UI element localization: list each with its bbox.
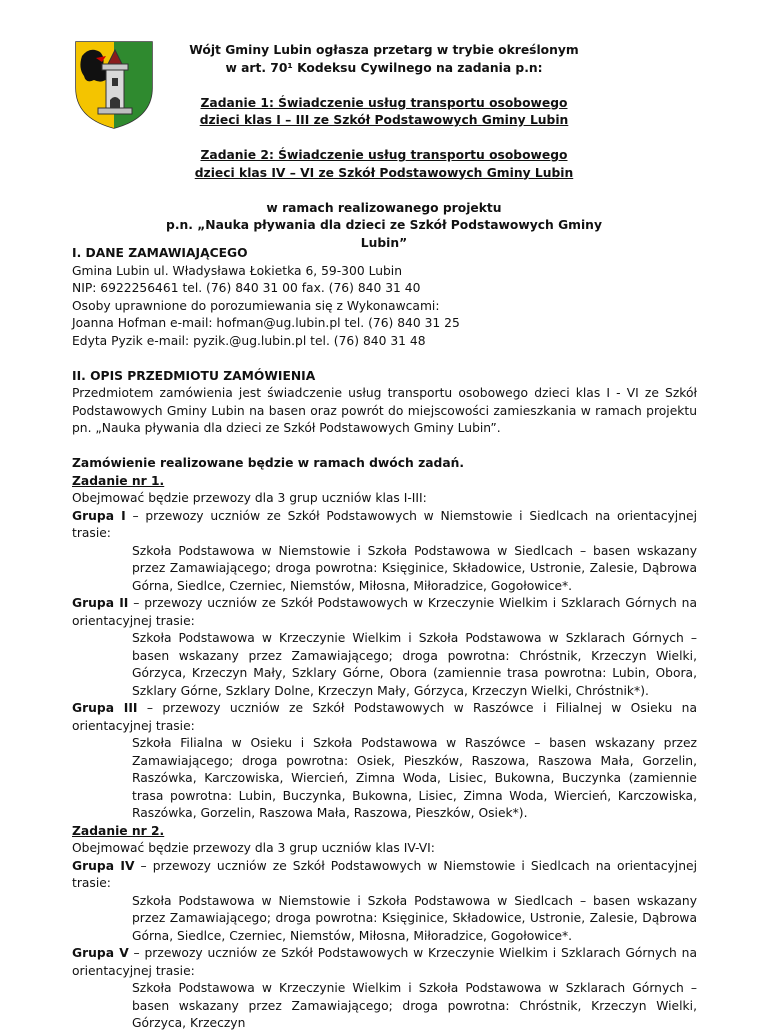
task2-title: dzieci klas IV – VI ze Szkół Podstawowych Gminy Lubin [194,165,574,180]
group-line [72,508,697,543]
task2-intro: Obejmować będzie przewozy dla 3 grup uczniów klas IV-VI: [72,841,435,855]
group-route: Szkoła Filialna w Osieku i Szkoła Podstawowa w Raszówce – basen wskazany przez Zamawiającego; droga powrotna: Osiek, Pieszków, Raszowa, Raszowa Mała, Gorzelin, Raszówka, Karczowiska, Wiercień, Zimna Woda, Lisiec, Bukowna, Buczynka (zamiennie trasa powrotna: Lubin, Buczynka, Bukowna, Lisiec, Zimna Woda, Wiercień, Karczowiska, Raszówka, Gorzelin, Raszowa Mała, Raszowa, Pieszków, Osiek*). [132,736,697,820]
section-heading: I. DANE ZAMAWIAJĄCEGO [72,246,248,260]
project-line: p.n. „Nauka pływania dla dzieci ze Szkół Podstawowych Gminy Lubin” [166,218,602,250]
group-desc: – przewozy uczniów ze Szkół Podstawowych w Niemstowie i Siedlcach na orientacyjnej trasie: [72,508,697,540]
task1-title: dzieci klas I – III ze Szkół Podstawowych Gminy Lubin [199,113,569,127]
group-desc: – przewozy uczniów ze Szkół Podstawowych w Krzeczynie Wielkim i Szklarach Górnych na orientacyjnej trasie: [72,596,697,628]
group-name: Grupa III [72,701,138,715]
group-route: Szkoła Podstawowa w Krzeczynie Wielkim i Szkoła Podstawowa w Szklarach Górnych – basen wskazany przez Zamawiającego; droga powrotna: Chróstnik, Krzeczyn Wielki, Górzyca, Krzeczyn Mały, Szklary Górne, Obora (zamiennie trasa powrotna: Lubin, Obora, Szklary Górne, Szklary Dolne, Krzeczyn Mały, Górzyca, Krzeczyn Wielki, Chróstnik*). [132,631,697,698]
coat-of-arms-logo [72,38,156,130]
contact-line: Osoby uprawnione do porozumiewania się z Wykonawcami: [72,298,440,313]
group-name: Grupa I [72,508,126,523]
task1-intro: Obejmować będzie przewozy dla 3 grup uczniów klas I-III: [72,491,427,505]
group-route: Szkoła Podstawowa w Niemstowie i Szkoła Podstawowa w Siedlcach – basen wskazany przez Zamawiającego; droga powrotna: Księginice, Składowice, Ustronie, Zalesie, Dąbrowa Górna, Siedlce, Czerniec, Niemstów, Miłosna, Miłoradzice, Gogołowice*. [132,543,697,593]
group-line [72,700,697,735]
group-name: Grupa II [72,596,129,610]
document-body [72,245,697,1033]
project-line: w ramach realizowanego projektu [266,200,502,215]
order-description: Przedmiotem zamówienia jest świadczenie usług transportu osobowego dzieci klas I - VI ze Szkół Podstawowych Gminy Lubin na basen oraz powrót do miejscowości zamieszkania w ramach projektu pn. „Nauka pływania dla dzieci ze Szkół Podstawowych Gminy Lubin”. [72,386,697,435]
group-desc: – przewozy uczniów ze Szkół Podstawowych w Raszówce i Filialnej w Osieku na orientacyjnej trasie: [72,701,697,733]
group-name: Grupa V [72,946,129,960]
group-line [72,858,697,893]
contact-line: Joanna Hofman e-mail: hofman@ug.lubin.pl tel. (76) 840 31 25 [72,316,460,330]
contact-line: NIP: 6922256461 tel. (76) 840 31 00 fax. (76) 840 31 40 [72,281,421,295]
contact-line: Gmina Lubin ul. Władysława Łokietka 6, 59-300 Lubin [72,263,403,278]
group-route: Szkoła Podstawowa w Krzeczynie Wielkim i Szkoła Podstawowa w Szklarach Górnych – basen wskazany przez Zamawiającego; droga powrotna: Chróstnik, Krzeczyn Wielki, Górzyca, Krzeczyn [132,981,697,1030]
group-line [72,595,697,630]
group-desc: – przewozy uczniów ze Szkół Podstawowych w Krzeczynie Wielkim i Szklarach Górnych na orientacyjnej trasie: [72,946,697,978]
contact-line: Edyta Pyzik e-mail: pyzik.@ug.lubin.pl tel. (76) 840 31 48 [72,333,426,348]
group-desc: – przewozy uczniów ze Szkół Podstawowych w Niemstowie i Siedlcach na orientacyjnej trasie: [72,858,697,890]
task2-heading: Zadanie nr 2. [72,823,165,838]
group-line [72,945,697,980]
notice-header [160,42,608,252]
task1-title: Zadanie 1: Świadczenie usług transportu osobowego [200,95,568,110]
tasks-intro: Zamówienie realizowane będzie w ramach dwóch zadań. [72,456,465,470]
task1-heading: Zadanie nr 1. [72,473,165,488]
section-heading: II. OPIS PRZEDMIOTU ZAMÓWIENIA [72,368,316,383]
header-line: Wójt Gminy Lubin ogłasza przetarg w trybie określonym [189,43,579,57]
group-route: Szkoła Podstawowa w Niemstowie i Szkoła Podstawowa w Siedlcach – basen wskazany przez Zamawiającego; droga powrotna: Księginice, Składowice, Ustronie, Zalesie, Dąbrowa Górna, Siedlce, Czerniec, Niemstów, Miłosna, Miłoradzice, Gogołowice*. [132,893,697,943]
header-line: w art. 70¹ Kodeksu Cywilnego na zadania p.n: [225,60,543,75]
task2-title: Zadanie 2: Świadczenie usług transportu osobowego [200,148,568,162]
group-name: Grupa IV [72,858,135,873]
